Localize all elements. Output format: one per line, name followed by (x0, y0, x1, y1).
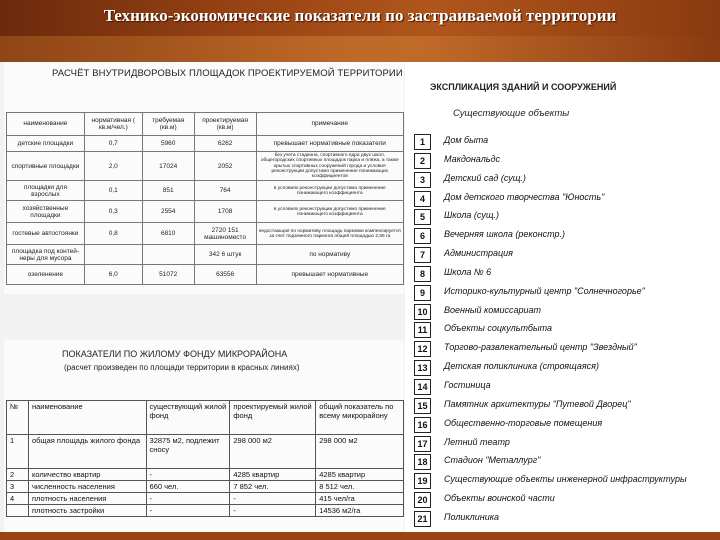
table-cell: 415 чел/га (316, 493, 404, 505)
column-header: примечание (256, 113, 403, 136)
table-cell: - (230, 505, 316, 517)
table-row (7, 505, 404, 517)
table-cell: 17024 (142, 152, 194, 181)
item-label: Гостиница (444, 379, 491, 390)
item-number: 20 (414, 492, 431, 508)
item-label: Общественно-торговые помещения (444, 417, 603, 428)
table-cell: превышает нормативные (256, 265, 403, 285)
footer-bar (0, 532, 720, 540)
item-label: Поликлиника (444, 511, 499, 522)
item-number: 19 (414, 473, 431, 489)
list-item (414, 339, 714, 358)
table-cell: 6810 (142, 223, 194, 245)
list-item (414, 377, 714, 396)
table-cell: 0,1 (84, 181, 142, 201)
courtyard-table-title: РАСЧЁТ ВНУТРИДВОРОВЫХ ПЛОЩАДОК ПРОЕКТИРУЕМОЙ ТЕРРИТОРИИ (52, 68, 403, 79)
item-label: Школа № 6 (444, 266, 492, 277)
table-cell: количество квартир (28, 469, 146, 481)
table-cell: 298 000 м2 (230, 435, 316, 469)
item-number: 18 (414, 454, 431, 470)
item-number: 13 (414, 360, 431, 376)
table-cell (7, 505, 29, 517)
table-cell: недостающая по нормативу площадь парковки компенсируется за счет подземного паркинга общей площадью 2,55 га (256, 223, 403, 245)
item-label: Детская поликлиника (строящаяся) (444, 361, 599, 372)
table-cell: 0,8 (84, 223, 142, 245)
item-number: 12 (414, 341, 431, 357)
table-cell: 2,0 (84, 152, 142, 181)
column-header: общий показатель по всему микрорайону (316, 401, 404, 435)
list-item (414, 471, 714, 490)
table-cell: 5960 (142, 136, 194, 152)
column-header: требуемая (кв.м) (142, 113, 194, 136)
table-cell: 63556 (194, 265, 256, 285)
column-header: существующий жилой фонд (146, 401, 230, 435)
table-cell: без учета стадиона, спортивного ядра двух школ, общегородских спортивных площадок парка и пляжа, а также крытых спортивных сооружений города и условия реконструкции допустимо применение понижающих коэффициентов (256, 152, 403, 181)
column-header: наименование (7, 113, 85, 136)
table-cell: озеленение (7, 265, 85, 285)
table-cell (142, 245, 194, 265)
table-cell: 660 чел. (146, 481, 230, 493)
item-number: 3 (414, 172, 431, 188)
table-cell: 8 512 чел. (316, 481, 404, 493)
slide-header (0, 0, 720, 62)
table-cell: в условиях реконструкции допустимо применение понижающего коэффициента (256, 181, 403, 201)
list-item (414, 189, 714, 208)
item-number: 15 (414, 398, 431, 414)
table-cell: 4285 квартир (230, 469, 316, 481)
table-cell: 342 6 штук (194, 245, 256, 265)
item-label: Дом быта (444, 135, 489, 145)
item-label: Памятник архитектуры "Путевой Дворец" (444, 398, 631, 409)
table-row (7, 201, 404, 223)
table-cell: 14536 м2/га (316, 505, 404, 517)
table-row (7, 435, 404, 469)
table-cell: 0,7 (84, 136, 142, 152)
table-cell: 851 (142, 181, 194, 201)
table-cell: хозяйственные площадки (7, 201, 85, 223)
housing-table-title: ПОКАЗАТЕЛИ ПО ЖИЛОМУ ФОНДУ МИКРОРАЙОНА (62, 349, 288, 359)
list-item (414, 490, 714, 509)
table-cell: превышает нормативные показатели (256, 136, 403, 152)
slide-title: Технико-экономические показатели по застраиваемой территории (103, 6, 617, 25)
table-cell: плотность застройки (28, 505, 146, 517)
explication-list (414, 132, 714, 528)
table-cell: общая площадь жилого фонда (28, 435, 146, 469)
column-header: № (7, 401, 29, 435)
item-number: 7 (414, 247, 431, 263)
courtyard-areas-table (6, 112, 404, 285)
item-label: Дом детского творчества "Юность" (444, 191, 605, 202)
item-number: 14 (414, 379, 431, 395)
column-header: проектируемая (кв.м) (194, 113, 256, 136)
table-cell: площадка под контей-неры для мусора (7, 245, 85, 265)
item-label: Торгово-развлекательный центр "Звездный" (444, 342, 637, 353)
list-item (414, 226, 714, 245)
item-number: 21 (414, 511, 431, 527)
list-item (414, 245, 714, 264)
item-number: 4 (414, 191, 431, 207)
table-header-row (7, 401, 404, 435)
list-item (414, 132, 714, 151)
table-cell: 2 (7, 469, 29, 481)
list-item (414, 396, 714, 415)
item-label: Администрация (444, 248, 513, 259)
table-cell: 0,3 (84, 201, 142, 223)
table-cell: 2554 (142, 201, 194, 223)
table-cell: численность населения (28, 481, 146, 493)
list-item (414, 358, 714, 377)
item-number: 10 (414, 304, 431, 320)
table-row (7, 181, 404, 201)
list-item (414, 283, 714, 302)
table-cell: детские площадки (7, 136, 85, 152)
list-item (414, 320, 714, 339)
list-item (414, 434, 714, 453)
table-row (7, 481, 404, 493)
table-row (7, 223, 404, 245)
table-row (7, 136, 404, 152)
table-cell: - (146, 505, 230, 517)
table-cell: спортивные площадки (7, 152, 85, 181)
item-label: Макдональдс (444, 153, 500, 164)
item-label: Летний театр (444, 436, 510, 447)
table-cell: площадки для взрослых (7, 181, 85, 201)
table-row (7, 469, 404, 481)
table-cell: в условиях реконструкции допустимо применение понижающего коэффициента (256, 201, 403, 223)
table-row (7, 245, 404, 265)
item-number: 2 (414, 153, 431, 169)
explication-title: ЭКСПЛИКАЦИЯ ЗДАНИЙ И СООРУЖЕНИЙ (430, 82, 617, 92)
table-cell: плотность населения (28, 493, 146, 505)
table-cell: 51072 (142, 265, 194, 285)
list-item (414, 302, 714, 321)
list-item (414, 207, 714, 226)
list-item (414, 452, 714, 471)
item-label: Объекты воинской части (444, 493, 555, 504)
item-label: Детский сад (сущ.) (444, 172, 526, 183)
table-cell: 4285 квартир (316, 469, 404, 481)
item-label: Школа (сущ.) (444, 210, 499, 221)
table-cell: по нормативу (256, 245, 403, 265)
table-cell: 7 852 чел. (230, 481, 316, 493)
table-cell: - (146, 493, 230, 505)
list-item (414, 170, 714, 189)
table-cell: - (230, 493, 316, 505)
table-header-row (7, 113, 404, 136)
item-label: Существующие объекты инженерной инфраструктуры (444, 474, 687, 485)
table-cell: 4 (7, 493, 29, 505)
list-item (414, 415, 714, 434)
item-number: 9 (414, 285, 431, 301)
table-cell: 764 (194, 181, 256, 201)
housing-table-subtitle: (расчет произведен по площади территории в красных линиях) (64, 363, 300, 372)
table-cell: 6262 (194, 136, 256, 152)
list-item (414, 509, 714, 528)
table-cell: гостевые автостоянки (7, 223, 85, 245)
table-cell: 1 (7, 435, 29, 469)
item-label: Стадион "Металлург" (444, 455, 541, 466)
item-label: Вечерняя школа (реконстр.) (444, 229, 565, 240)
header-stripe (0, 36, 720, 62)
table-cell: 3 (7, 481, 29, 493)
item-number: 1 (414, 134, 431, 150)
item-label: Объекты соцкультбыта (444, 323, 553, 334)
item-number: 8 (414, 266, 431, 282)
table-cell: 2052 (194, 152, 256, 181)
item-label: Историко-культурный центр "Солнечногорье" (444, 285, 645, 296)
item-number: 11 (414, 322, 431, 338)
item-number: 16 (414, 417, 431, 433)
table-cell: 2720 151 машиноместо (194, 223, 256, 245)
column-header: наименование (28, 401, 146, 435)
housing-stock-table (6, 400, 404, 517)
table-row (7, 265, 404, 285)
table-cell: 1708 (194, 201, 256, 223)
table-cell: 32875 м2, подлежит сносу (146, 435, 230, 469)
list-item (414, 264, 714, 283)
list-item (414, 151, 714, 170)
table-cell (84, 245, 142, 265)
column-header: проектируемый жилой фонд (230, 401, 316, 435)
table-row (7, 493, 404, 505)
table-cell: 298 000 м2 (316, 435, 404, 469)
item-number: 6 (414, 228, 431, 244)
table-cell: 6,0 (84, 265, 142, 285)
column-header: нормативная ( кв.м/чел.) (84, 113, 142, 136)
item-number: 5 (414, 209, 431, 225)
item-label: Военный комиссариат (444, 304, 541, 315)
table-cell: - (146, 469, 230, 481)
explication-subtitle: Существующие объекты (453, 108, 570, 119)
table-row (7, 152, 404, 181)
item-number: 17 (414, 436, 431, 452)
